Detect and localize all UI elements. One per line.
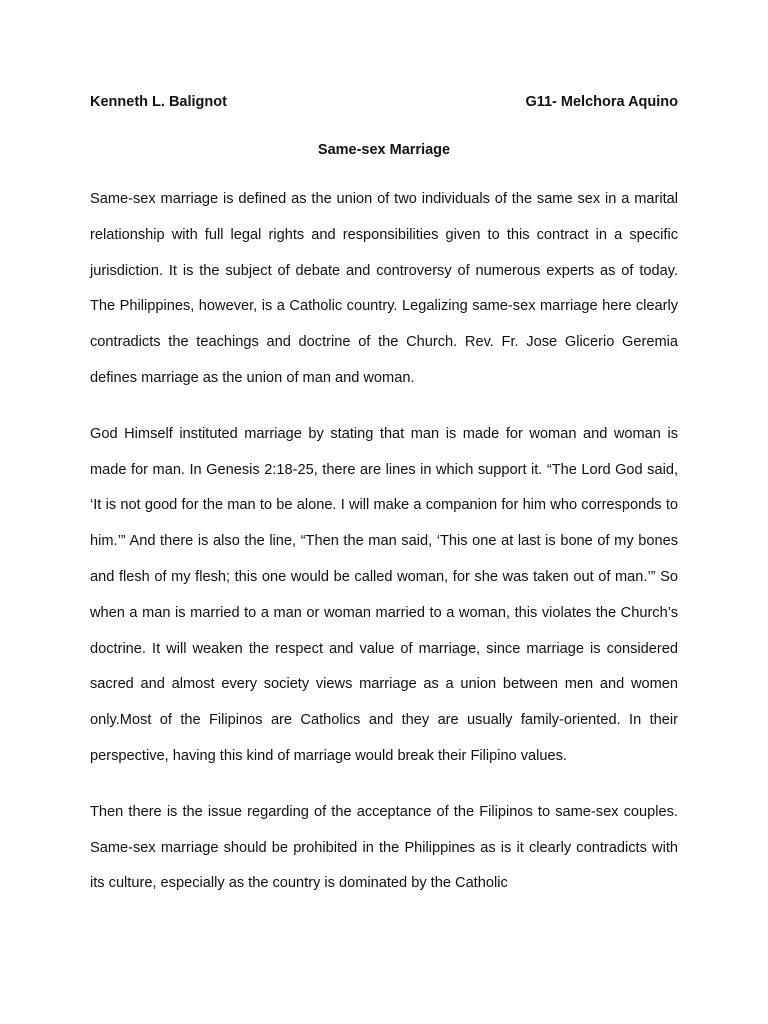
paragraph-1: Same-sex marriage is defined as the union of two individuals of the same sex in a marital relationship with full legal rights and responsibilities given to this contract in a specific jurisdiction. It is the subject of debate and controversy of numerous experts as of today. The Philippines, however, is a Catholic country. Legalizing same-sex marriage here clearly contradicts the teachings and doctrine of the Church. Rev. Fr. Jose Glicerio Geremia defines marriage as the union of man and woman. — [90, 191, 678, 386]
document-title: Same-sex Marriage — [317, 142, 451, 158]
author-name: Kenneth L. Balignot — [90, 94, 227, 110]
document-header — [90, 92, 678, 112]
paragraph-2: God Himself instituted marriage by stating that man is made for woman and woman is made for man. In Genesis 2:18-25, there are lines in which support it. “The Lord God said, ‘It is not good for the man to be alone. I will make a companion for him who corresponds to him.’” And there is also the line, “Then the man said, ‘This one at last is bone of my bones and flesh of my flesh; this one would be called woman, for she was taken out of man.’” So when a man is married to a man or woman married to a woman, this violates the Church’s doctrine. It will weaken the respect and value of marriage, since marriage is considered sacred and almost every society views marriage as a union between men and women only.Most of the Filipinos are Catholics and they are usually family-oriented. In their perspective, having this kind of marriage would break their Filipino values. — [90, 425, 678, 764]
document-body — [90, 182, 678, 922]
paragraph-3: Then there is the issue regarding of the acceptance of the Filipinos to same-sex couples. Same-sex marriage should be prohibited in the Philippines as is it clearly contradicts with its culture, especially as the country is dominated by the Catholic — [90, 803, 678, 892]
class-section: G11- Melchora Aquino — [525, 94, 678, 110]
